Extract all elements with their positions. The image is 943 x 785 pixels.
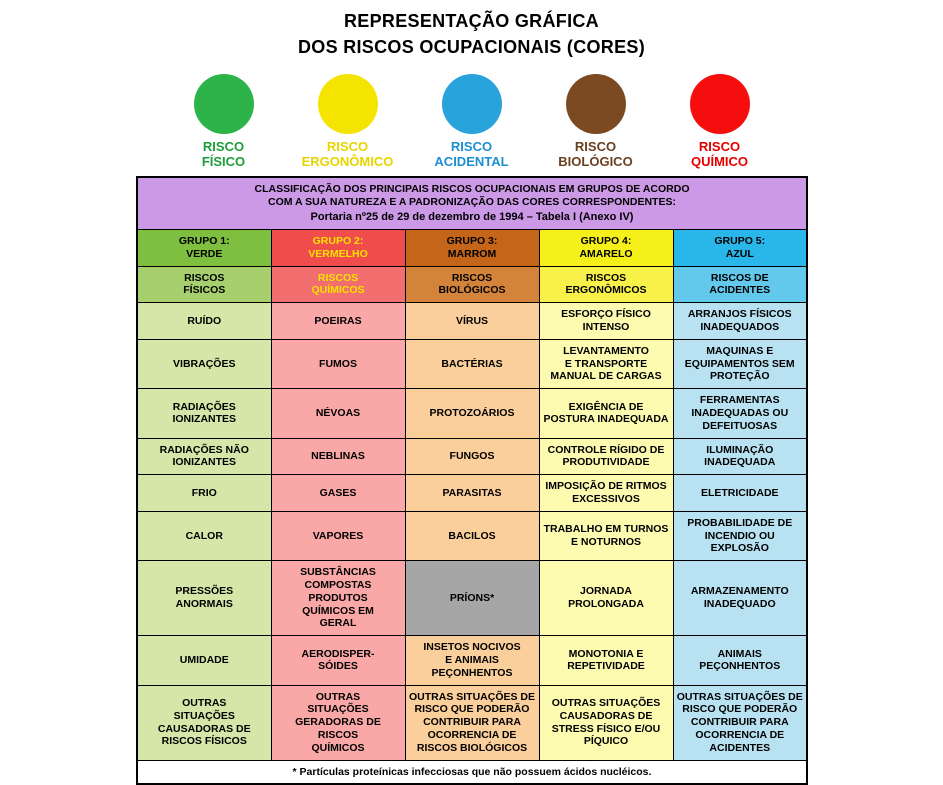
legend-item xyxy=(302,74,394,170)
risk-cell: ELETRICIDADE xyxy=(673,475,807,512)
legend-label-line-1: RISCO xyxy=(326,139,369,155)
legend-item xyxy=(426,74,518,170)
table-row xyxy=(137,339,807,388)
legend-label-line-1: RISCO xyxy=(574,139,617,155)
risk-cell: TRABALHO EM TURNOS E NOTURNOS xyxy=(539,511,673,560)
risk-cell: EXIGÊNCIA DE POSTURA INADEQUADA xyxy=(539,389,673,438)
risk-cell: FERRAMENTAS INADEQUADAS OU DEFEITUOSAS xyxy=(673,389,807,438)
risk-cell: PROBABILIDADE DE INCENDIO OU EXPLOSÃO xyxy=(673,511,807,560)
risk-cell: CALOR xyxy=(137,511,271,560)
table-header-row xyxy=(137,177,807,230)
risk-cell: ESFORÇO FÍSICO INTENSO xyxy=(539,303,673,340)
risk-cell: NEBLINAS xyxy=(271,438,405,475)
header-line-3: Portaria nº25 de 29 de dezembro de 1994 – Tabela I (Anexo IV) xyxy=(310,210,634,223)
risk-cell: PRÍONS* xyxy=(405,561,539,636)
legend-label xyxy=(178,140,270,170)
color-circle-icon xyxy=(690,74,750,134)
risk-cell: NÉVOAS xyxy=(271,389,405,438)
group-name-cell: GRUPO 5: AZUL xyxy=(673,230,807,267)
risk-cell: ILUMINAÇÃO INADEQUADA xyxy=(673,438,807,475)
risk-cell: FUNGOS xyxy=(405,438,539,475)
risk-cell: IMPOSIÇÃO DE RITMOS EXCESSIVOS xyxy=(539,475,673,512)
legend-label-line-1: RISCO xyxy=(698,139,741,155)
title-line-2: DOS RISCOS OCUPACIONAIS (CORES) xyxy=(298,37,645,58)
risk-cell: VIBRAÇÕES xyxy=(137,339,271,388)
risk-cell: ARMAZENAMENTO INADEQUADO xyxy=(673,561,807,636)
legend-label-line-2: QUÍMICO xyxy=(690,154,749,170)
legend-label-line-2: BIOLÓGICO xyxy=(558,154,633,170)
risk-table-wrapper xyxy=(136,176,808,785)
risk-cell: RADIAÇÕES NÃO IONIZANTES xyxy=(137,438,271,475)
table-row xyxy=(137,438,807,475)
table-row xyxy=(137,636,807,685)
page-title xyxy=(0,0,943,60)
header-line-1: CLASSIFICAÇÃO DOS PRINCIPAIS RISCOS OCUPACIONAIS EM GRUPOS DE ACORDO xyxy=(254,183,690,195)
risk-cell: AERODISPER- SÓIDES xyxy=(271,636,405,685)
risk-cell: PROTOZOÁRIOS xyxy=(405,389,539,438)
risk-cell: VAPORES xyxy=(271,511,405,560)
legend-item xyxy=(674,74,766,170)
group-name-cell: GRUPO 2: VERMELHO xyxy=(271,230,405,267)
risk-cell: PRESSÕES ANORMAIS xyxy=(137,561,271,636)
risk-cell: MAQUINAS E EQUIPAMENTOS SEM PROTEÇÃO xyxy=(673,339,807,388)
legend-label-line-1: RISCO xyxy=(202,139,245,155)
legend-label xyxy=(426,140,518,170)
table-row xyxy=(137,685,807,760)
risk-cell: CONTROLE RÍGIDO DE PRODUTIVIDADE xyxy=(539,438,673,475)
risk-cell: RADIAÇÕES IONIZANTES xyxy=(137,389,271,438)
legend-label-line-2: FÍSICO xyxy=(201,154,246,170)
risk-cell: JORNADA PROLONGADA xyxy=(539,561,673,636)
legend-label xyxy=(550,140,642,170)
color-circle-icon xyxy=(442,74,502,134)
footnote-row xyxy=(137,760,807,784)
table-row xyxy=(137,389,807,438)
risk-cell: OUTRAS SITUAÇÕES GERADORAS DE RISCOS QUÍMICOS xyxy=(271,685,405,760)
header-line-2: COM A SUA NATUREZA E A PADRONIZAÇÃO DAS CORES CORRESPONDENTES: xyxy=(268,195,676,208)
legend-item xyxy=(550,74,642,170)
group-name-cell: GRUPO 1: VERDE xyxy=(137,230,271,267)
legend-label-line-2: ACIDENTAL xyxy=(434,154,509,170)
risk-cell: OUTRAS SITUAÇÕES DE RISCO QUE PODERÃO CONTRIBUIR PARA OCORRENCIA DE RISCOS BIOLÓGICOS xyxy=(405,685,539,760)
legend-item xyxy=(178,74,270,170)
risk-cell: FUMOS xyxy=(271,339,405,388)
color-circle-icon xyxy=(194,74,254,134)
risk-cell: INSETOS NOCIVOS E ANIMAIS PEÇONHENTOS xyxy=(405,636,539,685)
color-circle-icon xyxy=(566,74,626,134)
risk-type-row xyxy=(137,266,807,303)
risk-cell: SUBSTÂNCIAS COMPOSTAS PRODUTOS QUÍMICOS EM GERAL xyxy=(271,561,405,636)
risk-type-cell: RISCOS QUÍMICOS xyxy=(271,266,405,303)
risk-cell: ARRANJOS FÍSICOS INADEQUADOS xyxy=(673,303,807,340)
risk-cell: BACTÉRIAS xyxy=(405,339,539,388)
table-row xyxy=(137,511,807,560)
risk-cell: OUTRAS SITUAÇÕES DE RISCO QUE PODERÃO CONTRIBUIR PARA OCORRENCIA DE ACIDENTES xyxy=(673,685,807,760)
risk-cell: MONOTONIA E REPETIVIDADE xyxy=(539,636,673,685)
risk-cell: LEVANTAMENTO E TRANSPORTE MANUAL DE CARGAS xyxy=(539,339,673,388)
table-row xyxy=(137,475,807,512)
risk-type-cell: RISCOS DE ACIDENTES xyxy=(673,266,807,303)
group-name-row xyxy=(137,230,807,267)
legend-label xyxy=(302,140,394,170)
group-name-cell: GRUPO 4: AMARELO xyxy=(539,230,673,267)
legend-label xyxy=(674,140,766,170)
risk-cell: RUÍDO xyxy=(137,303,271,340)
risk-table xyxy=(136,176,808,785)
table-header-cell xyxy=(137,177,807,230)
risk-type-cell: RISCOS ERGONÔMICOS xyxy=(539,266,673,303)
risk-type-cell: RISCOS BIOLÓGICOS xyxy=(405,266,539,303)
risk-cell: ANIMAIS PEÇONHENTOS xyxy=(673,636,807,685)
table-row xyxy=(137,561,807,636)
table-row xyxy=(137,303,807,340)
risk-cell: OUTRAS SITUAÇÕES CAUSADORAS DE STRESS FÍSICO E/OU PÍQUICO xyxy=(539,685,673,760)
group-name-cell: GRUPO 3: MARROM xyxy=(405,230,539,267)
color-circle-icon xyxy=(318,74,378,134)
legend-label-line-1: RISCO xyxy=(450,139,493,155)
title-line-1: REPRESENTAÇÃO GRÁFICA xyxy=(344,11,599,31)
footnote-cell: * Partículas proteínicas infecciosas que não possuem ácidos nucléicos. xyxy=(137,760,807,784)
risk-cell: UMIDADE xyxy=(137,636,271,685)
risk-cell: BACILOS xyxy=(405,511,539,560)
risk-type-cell: RISCOS FÍSICOS xyxy=(137,266,271,303)
risk-cell: FRIO xyxy=(137,475,271,512)
risk-cell: GASES xyxy=(271,475,405,512)
risk-cell: VÍRUS xyxy=(405,303,539,340)
legend-label-line-2: ERGONÔMICO xyxy=(301,154,394,170)
risk-cell: PARASITAS xyxy=(405,475,539,512)
risk-cell: OUTRAS SITUAÇÕES CAUSADORAS DE RISCOS FÍSICOS xyxy=(137,685,271,760)
color-legend xyxy=(0,74,943,170)
risk-cell: POEIRAS xyxy=(271,303,405,340)
